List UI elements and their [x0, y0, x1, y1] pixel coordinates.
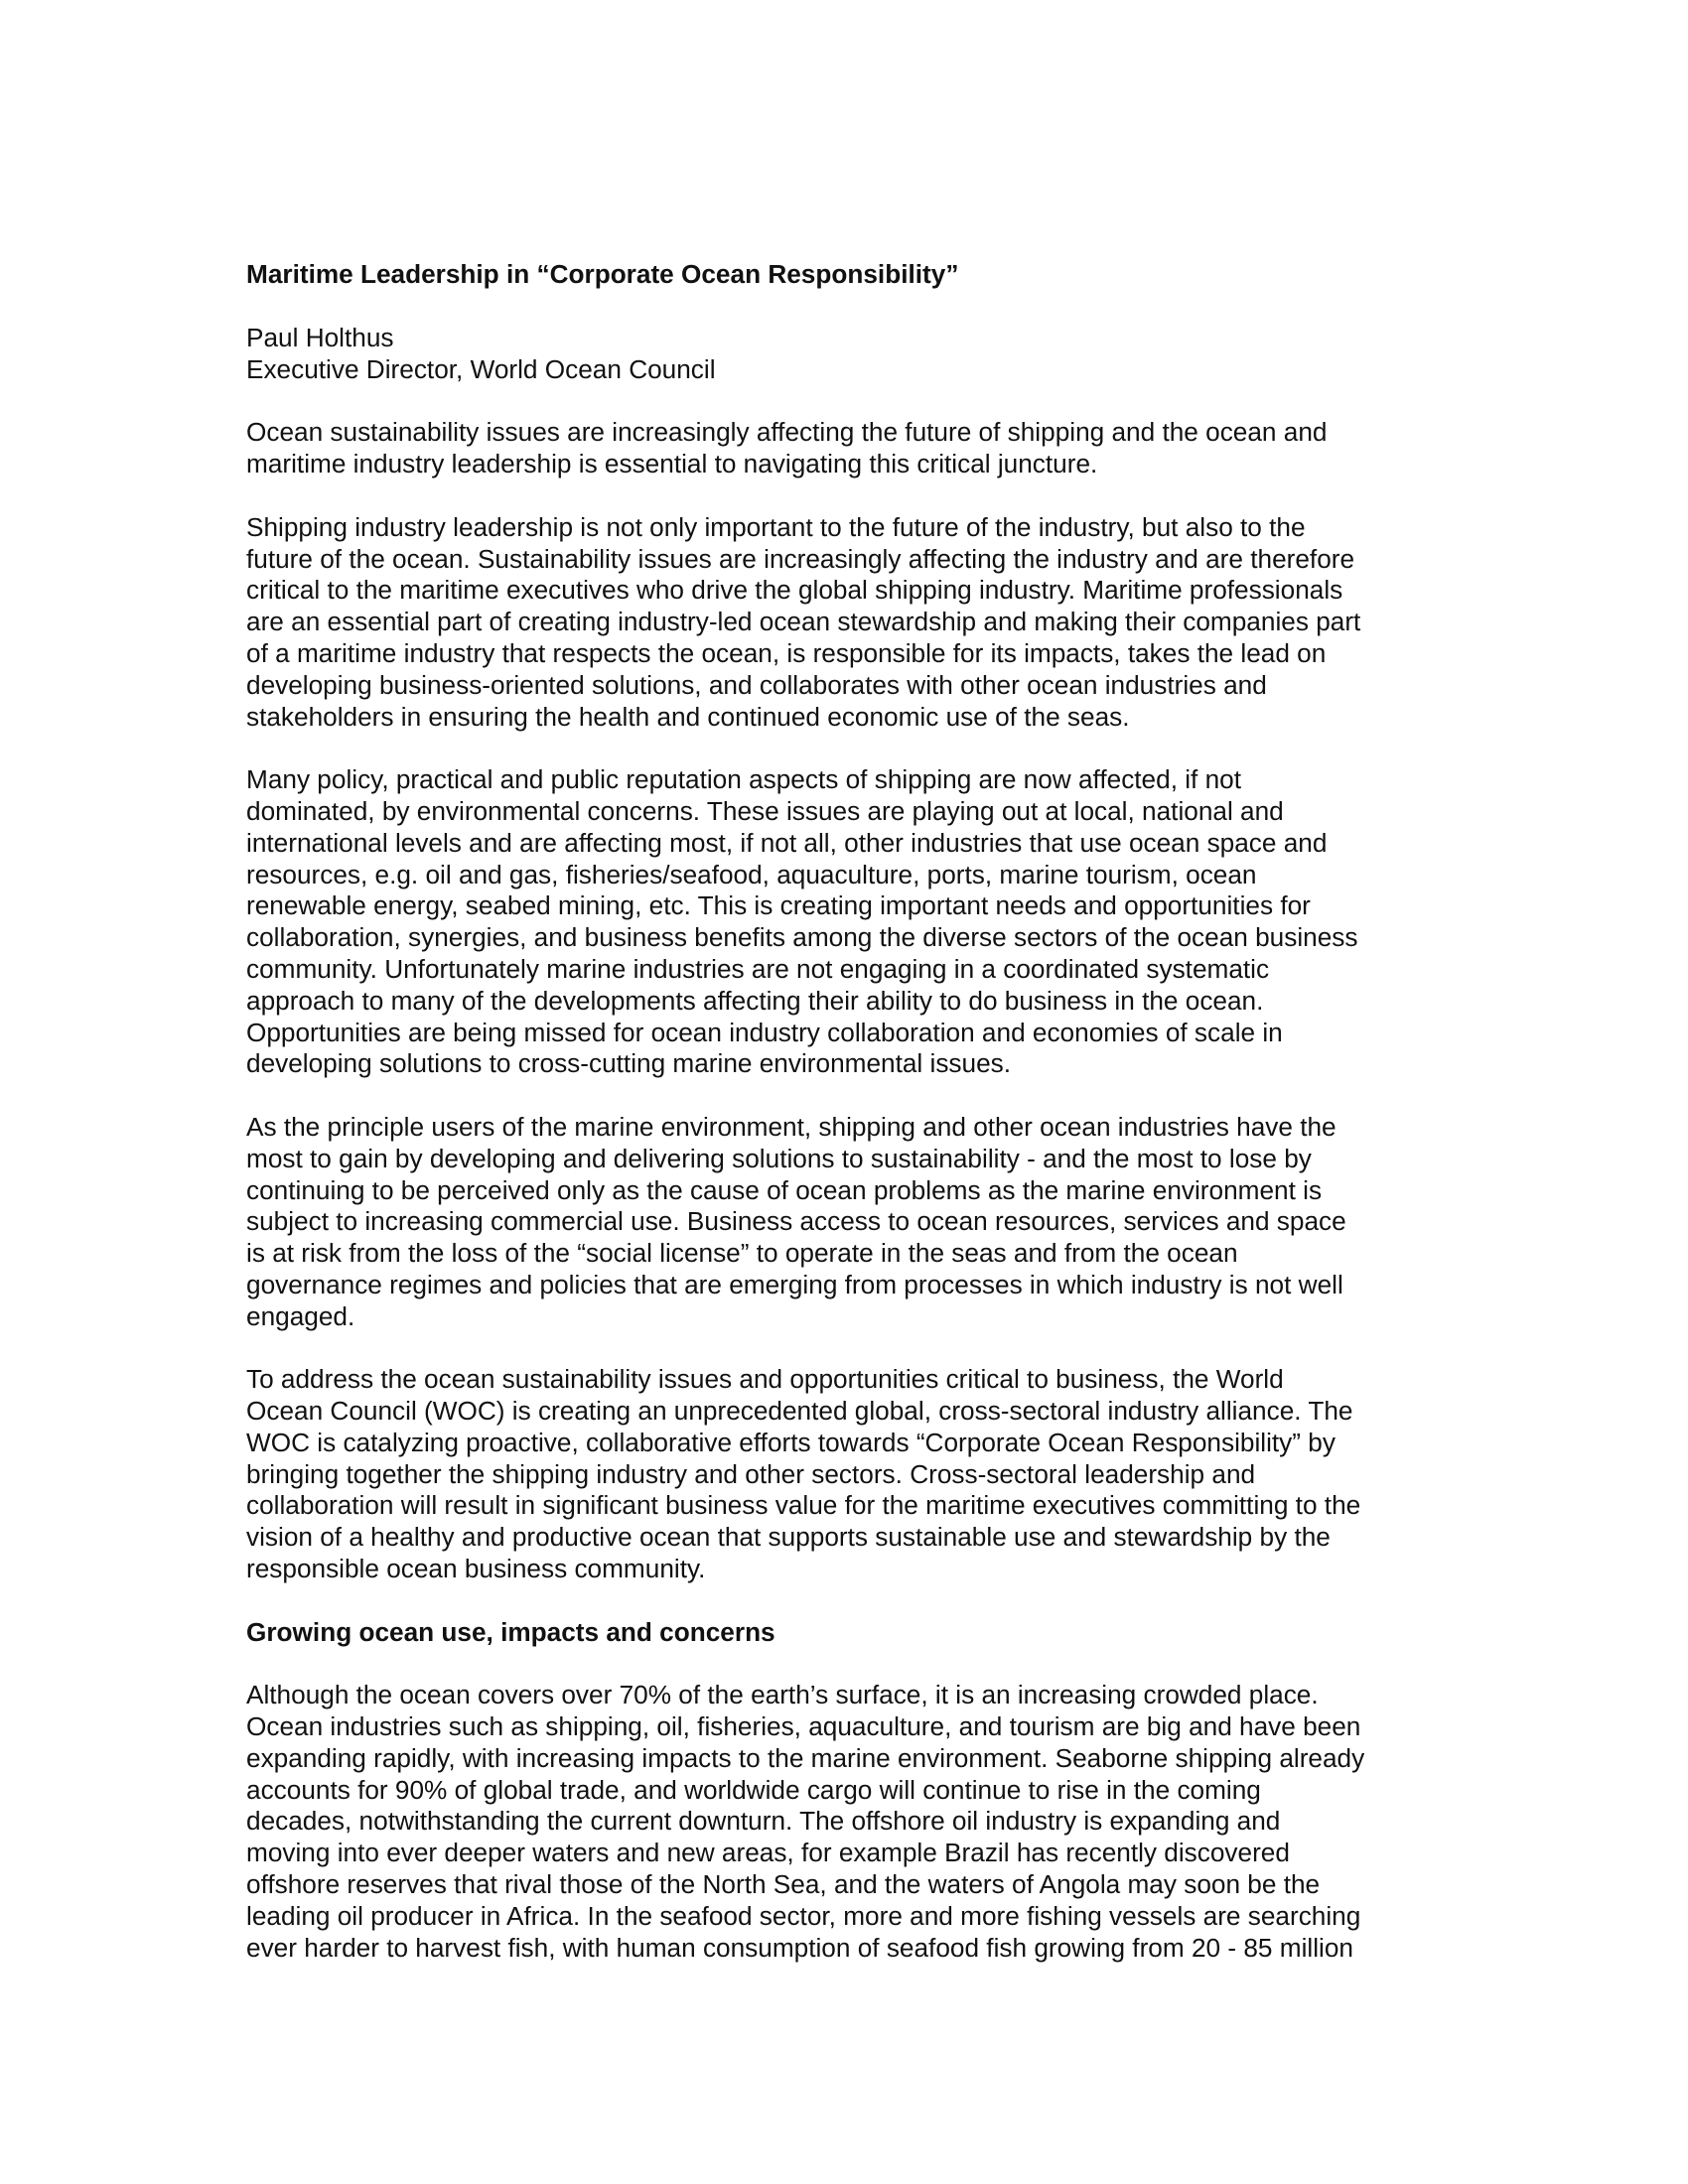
paragraph-line: Opportunities are being missed for ocean industry collaboration and economies of scale in — [246, 1017, 1283, 1047]
paragraph-line: resources, e.g. oil and gas, fisheries/seafood, aquaculture, ports, marine tourism, ocean — [246, 859, 1257, 889]
paragraph-line: developing solutions to cross-cutting marine environmental issues. — [246, 1048, 1012, 1079]
paragraph-line: dominated, by environmental concerns. These issues are playing out at local, national and — [246, 795, 1284, 826]
paragraph-line: international levels and are affecting most, if not all, other industries that use ocean space and — [246, 827, 1328, 858]
paragraph-line: expanding rapidly, with increasing impacts to the marine environment. Seaborne shipping already — [246, 1742, 1365, 1773]
paragraph-line: stakeholders in ensuring the health and continued economic use of the seas. — [246, 701, 1130, 732]
paragraph-line: leading oil producer in Africa. In the seafood sector, more and more fishing vessels are searching — [246, 1900, 1361, 1931]
paragraph-line: To address the ocean sustainability issues and opportunities critical to business, the World — [246, 1364, 1284, 1395]
paragraph-line: Ocean Council (WOC) is creating an unprecedented global, cross-sectoral industry alliance. The — [246, 1396, 1353, 1427]
paragraph-line: moving into ever deeper waters and new areas, for example Brazil has recently discovered — [246, 1838, 1290, 1868]
paragraph-2 — [246, 512, 1438, 734]
paragraph-line: future of the ocean. Sustainability issues are increasingly affecting the industry and are therefore — [246, 543, 1355, 574]
paragraph-line: WOC is catalyzing proactive, collaborative efforts towards “Corporate Ocean Responsibility” by — [246, 1427, 1336, 1457]
paragraph-3 — [246, 764, 1438, 1080]
paragraph-line: offshore reserves that rival those of the North Sea, and the waters of Angola may soon be the — [246, 1869, 1321, 1900]
paragraph-line: ever harder to harvest fish, with human consumption of seafood fish growing from 20 - 85 million — [246, 1932, 1353, 1963]
paragraph-4 — [246, 1112, 1438, 1333]
section-heading: Growing ocean use, impacts and concerns — [246, 1616, 775, 1647]
paragraph-line: developing business-oriented solutions, and collaborates with other ocean industries and — [246, 669, 1267, 700]
paragraph-line: are an essential part of creating industry-led ocean stewardship and making their companies part — [246, 607, 1361, 637]
paragraph-line: of a maritime industry that respects the ocean, is responsible for its impacts, takes the lead on — [246, 637, 1327, 668]
paragraph-5 — [246, 1364, 1438, 1585]
paragraph-line: decades, notwithstanding the current downturn. The offshore oil industry is expanding and — [246, 1806, 1281, 1837]
paragraph-line: Many policy, practical and public reputation aspects of shipping are now affected, if not — [246, 764, 1242, 795]
paragraph-line: governance regimes and policies that are emerging from processes in which industry is not well — [246, 1269, 1343, 1299]
paragraph-line: critical to the maritime executives who drive the global shipping industry. Maritime professionals — [246, 575, 1343, 606]
paragraph-line: approach to many of the developments affecting their ability to do business in the ocean. — [246, 985, 1264, 1016]
author-position: Executive Director, World Ocean Council — [246, 353, 716, 384]
paragraph-line: Although the ocean covers over 70% of the earth’s surface, it is an increasing crowded place. — [246, 1680, 1319, 1710]
document-title: Maritime Leadership in “Corporate Ocean Responsibility” — [246, 259, 959, 289]
section-paragraph — [246, 1680, 1438, 1964]
paragraph-line: accounts for 90% of global trade, and worldwide cargo will continue to rise in the coming — [246, 1774, 1261, 1805]
paragraph-line: bringing together the shipping industry and other sectors. Cross-sectoral leadership and — [246, 1458, 1256, 1489]
paragraph-line: responsible ocean business community. — [246, 1554, 706, 1584]
paragraph-line: Ocean sustainability issues are increasingly affecting the future of shipping and the ocean and — [246, 417, 1328, 448]
author-name: Paul Holthus — [246, 322, 394, 352]
author-block — [246, 323, 1438, 386]
paragraph-line: community. Unfortunately marine industries are not engaging in a coordinated systematic — [246, 953, 1270, 984]
paragraph-line: Shipping industry leadership is not only important to the future of the industry, but also to the — [246, 511, 1306, 542]
paragraph-line: engaged. — [246, 1300, 355, 1331]
paragraph-line: vision of a healthy and productive ocean that supports sustainable use and stewardship by the — [246, 1522, 1331, 1553]
paragraph-1 — [246, 417, 1438, 480]
paragraph-line: renewable energy, seabed mining, etc. This is creating important needs and opportunities for — [246, 890, 1311, 921]
paragraph-line: is at risk from the loss of the “social license” to operate in the seas and from the ocean — [246, 1238, 1238, 1269]
paragraph-line: As the principle users of the marine environment, shipping and other ocean industries have the — [246, 1111, 1336, 1142]
paragraph-line: collaboration will result in significant business value for the maritime executives committing to the — [246, 1490, 1361, 1521]
paragraph-line: subject to increasing commercial use. Business access to ocean resources, services and space — [246, 1206, 1346, 1237]
document-page — [246, 259, 1438, 1995]
paragraph-line: collaboration, synergies, and business benefits among the diverse sectors of the ocean business — [246, 922, 1358, 953]
paragraph-line: maritime industry leadership is essential to navigating this critical juncture. — [246, 449, 1098, 479]
paragraph-line: most to gain by developing and delivering solutions to sustainability - and the most to lose by — [246, 1143, 1312, 1173]
paragraph-line: Ocean industries such as shipping, oil, fisheries, aquaculture, and tourism are big and have been — [246, 1711, 1361, 1742]
paragraph-line: continuing to be perceived only as the cause of ocean problems as the marine environment is — [246, 1174, 1323, 1205]
